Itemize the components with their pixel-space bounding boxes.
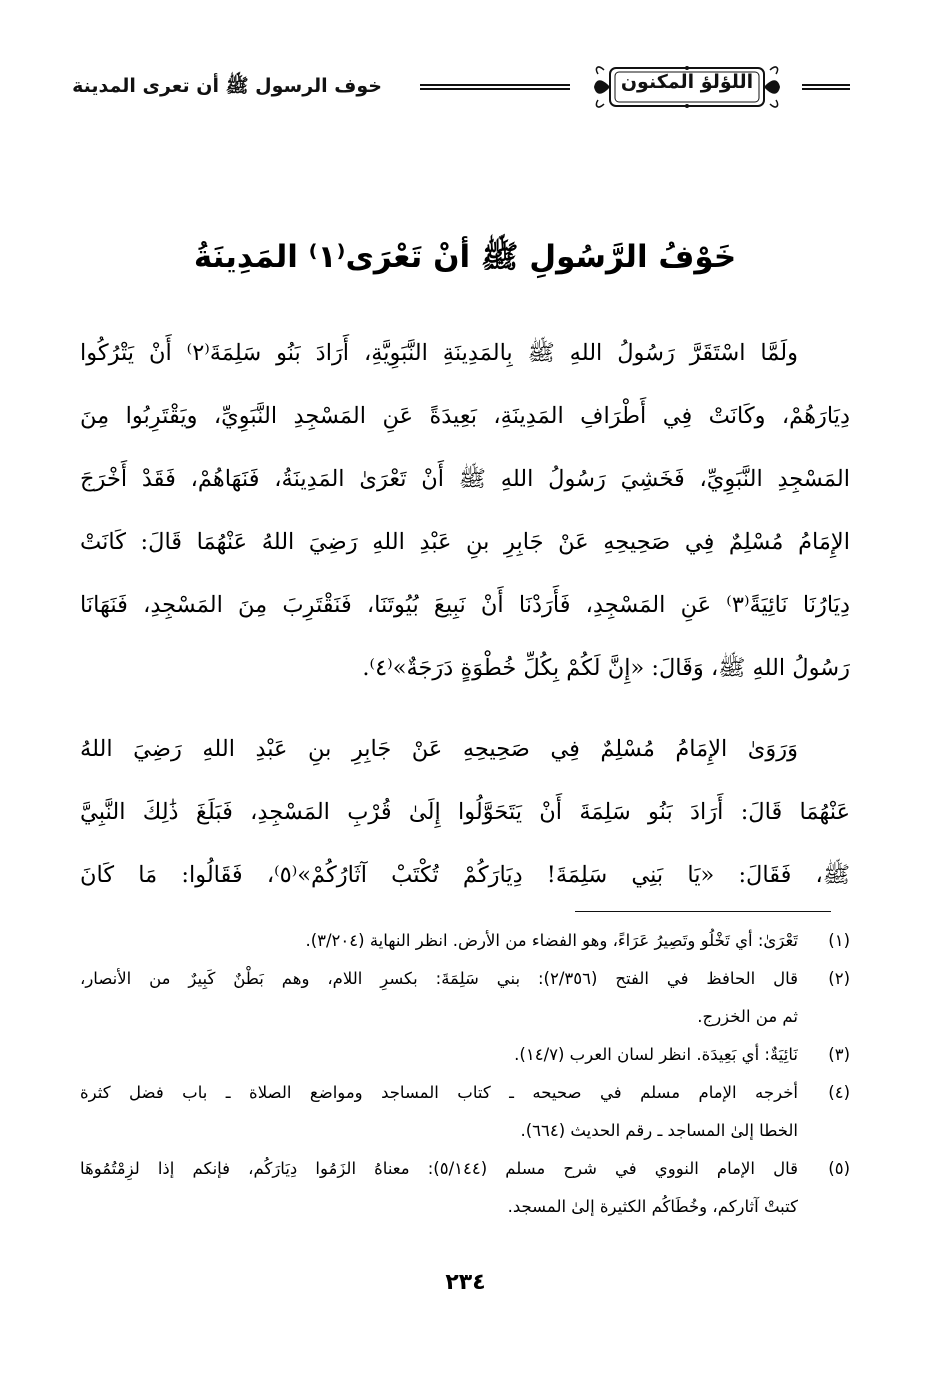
- paragraph-1: [80, 322, 850, 700]
- footnote-number: (٢): [828, 969, 850, 988]
- footnote-line: الخطا إلىٰ المساجد ـ رقم الحديث (٦٦٤).: [520, 1121, 798, 1140]
- text-line: ولَمَّا اسْتَقَرَّ رَسُولُ اللهِ ﷺ بِالمَدِينَةِ النَّبَوِيَّةِ، أَرَادَ بَنُو سَلِمَةَ⁽٢⁾ أَنْ يَتْرُكُوا: [80, 340, 798, 366]
- footnote-1: [80, 922, 850, 960]
- text-line: عَنْهُمَا قَالَ: أَرَادَ بَنُو سَلِمَةَ أَنْ يَتَحَوَّلُوا إِلَىٰ قُرْبِ المَسْجِدِ، فَبَلَغَ ذَٰلِكَ النَّبِيَّ: [80, 799, 850, 825]
- text-line: الإِمَامُ مُسْلِمٌ فِي صَحِيحِهِ عَنْ جَابِرِ بنِ عَبْدِ اللهِ رَضِيَ اللهُ عَنْهُمَا قَالَ: كَانَتْ: [80, 529, 850, 555]
- header-rule-right: [802, 84, 850, 90]
- page-number: ٢٣٤: [445, 1270, 486, 1295]
- footnote-number: (٥): [828, 1159, 850, 1178]
- book-title-ornament: [592, 60, 782, 114]
- chapter-title: خَوْفُ الرَّسُولِ ﷺ أنْ تَعْرَى⁽١⁾ المَدِينَةُ: [193, 239, 737, 275]
- footnote-3: [80, 1036, 850, 1074]
- text-line: دِيَارُنَا نَائِيَةً⁽٣⁾ عَنِ المَسْجِدِ، فَأَرَدْنَا أَنْ نَبِيعَ بُيُوتَنَا، فَنَقْتَرِبَ مِنَ المَسْجِدِ، فَنَهَانَا: [80, 592, 850, 618]
- footnote-separator: [575, 911, 831, 912]
- footnote-line: نَائِيَةٌ: أي بَعِيدَة. انظر لسان العرب (١٤/٧).: [514, 1045, 798, 1064]
- footnote-5: [80, 1150, 850, 1226]
- footnote-number: (٣): [828, 1045, 850, 1064]
- running-header: [72, 58, 850, 118]
- book-title: اللؤلؤ المكنون: [620, 71, 754, 93]
- footnote-line: ثم من الخزرج.: [697, 1007, 798, 1026]
- footnote-line: كتبتْ آثاركم، وخُطَاكُم الكثيرة إلىٰ المسجد.: [507, 1197, 798, 1216]
- text-line: رَسُولُ اللهِ ﷺ، وَقَالَ: «إِنَّ لَكُمْ بِكُلِّ خُطْوَةٍ دَرَجَةٌ»⁽٤⁾.: [362, 655, 850, 681]
- footnote-2: [80, 960, 850, 1036]
- text-line: وَرَوَىٰ الإِمَامُ مُسْلِمٌ فِي صَحِيحِهِ عَنْ جَابِرِ بنِ عَبْدِ اللهِ رَضِيَ اللهُ: [80, 736, 798, 762]
- footnote-4: [80, 1074, 850, 1150]
- running-title: خوف الرسول ﷺ أن تعرى المدينة: [72, 75, 382, 97]
- header-rule-middle: [420, 84, 570, 90]
- footnote-number: (١): [828, 931, 850, 950]
- footnote-line: قال الإمام النووي في شرح مسلم (٥/١٤٤): معناهُ الزَمُوا دِيَارَكُم، فإنكم إذا لزِمْتُمُوهَا: [80, 1159, 798, 1178]
- text-line: المَسْجِدِ النَّبَوِيِّ، فَخَشِيَ رَسُولُ اللهِ ﷺ أَنْ تَعْرَىٰ المَدِينَةُ، فَنَهَاهُمْ، فَقَدْ أَخْرَجَ: [80, 466, 850, 492]
- paragraph-2: [80, 718, 850, 907]
- text-line: ﷺ، فَقَالَ: «يَا بَنِي سَلِمَةَ! دِيَارَكُمْ تُكْتَبْ آثَارُكُمْ»⁽٥⁾، فَقَالُوا: مَا كَانَ: [80, 862, 850, 888]
- footnote-number: (٤): [828, 1083, 850, 1102]
- footnotes: [80, 922, 850, 1226]
- footnote-line: أخرجه الإمام مسلم في صحيحه ـ كتاب المساجد ومواضع الصلاة ـ باب فضل كثرة: [80, 1083, 798, 1102]
- text-line: دِيَارَهُمْ، وكَانَتْ فِي أَطْرَافِ المَدِينَةِ، بَعِيدَةً عَنِ المَسْجِدِ النَّبَوِيِّ، ويَقْتَرِبُوا مِنَ: [80, 403, 850, 429]
- footnote-line: تَعْرَىٰ: أي تَخْلُو وتَصِيرُ عَرَاءً، وهو الفضاء من الأرض. انظر النهاية (٣/٢٠٤).: [305, 931, 798, 950]
- footnote-line: قال الحافظ في الفتح (٢/٣٥٦): بني سَلِمَةَ: بكسرِ اللام، وهم بَطْنٌ كَبِيرٌ من الأنصار،: [80, 969, 798, 988]
